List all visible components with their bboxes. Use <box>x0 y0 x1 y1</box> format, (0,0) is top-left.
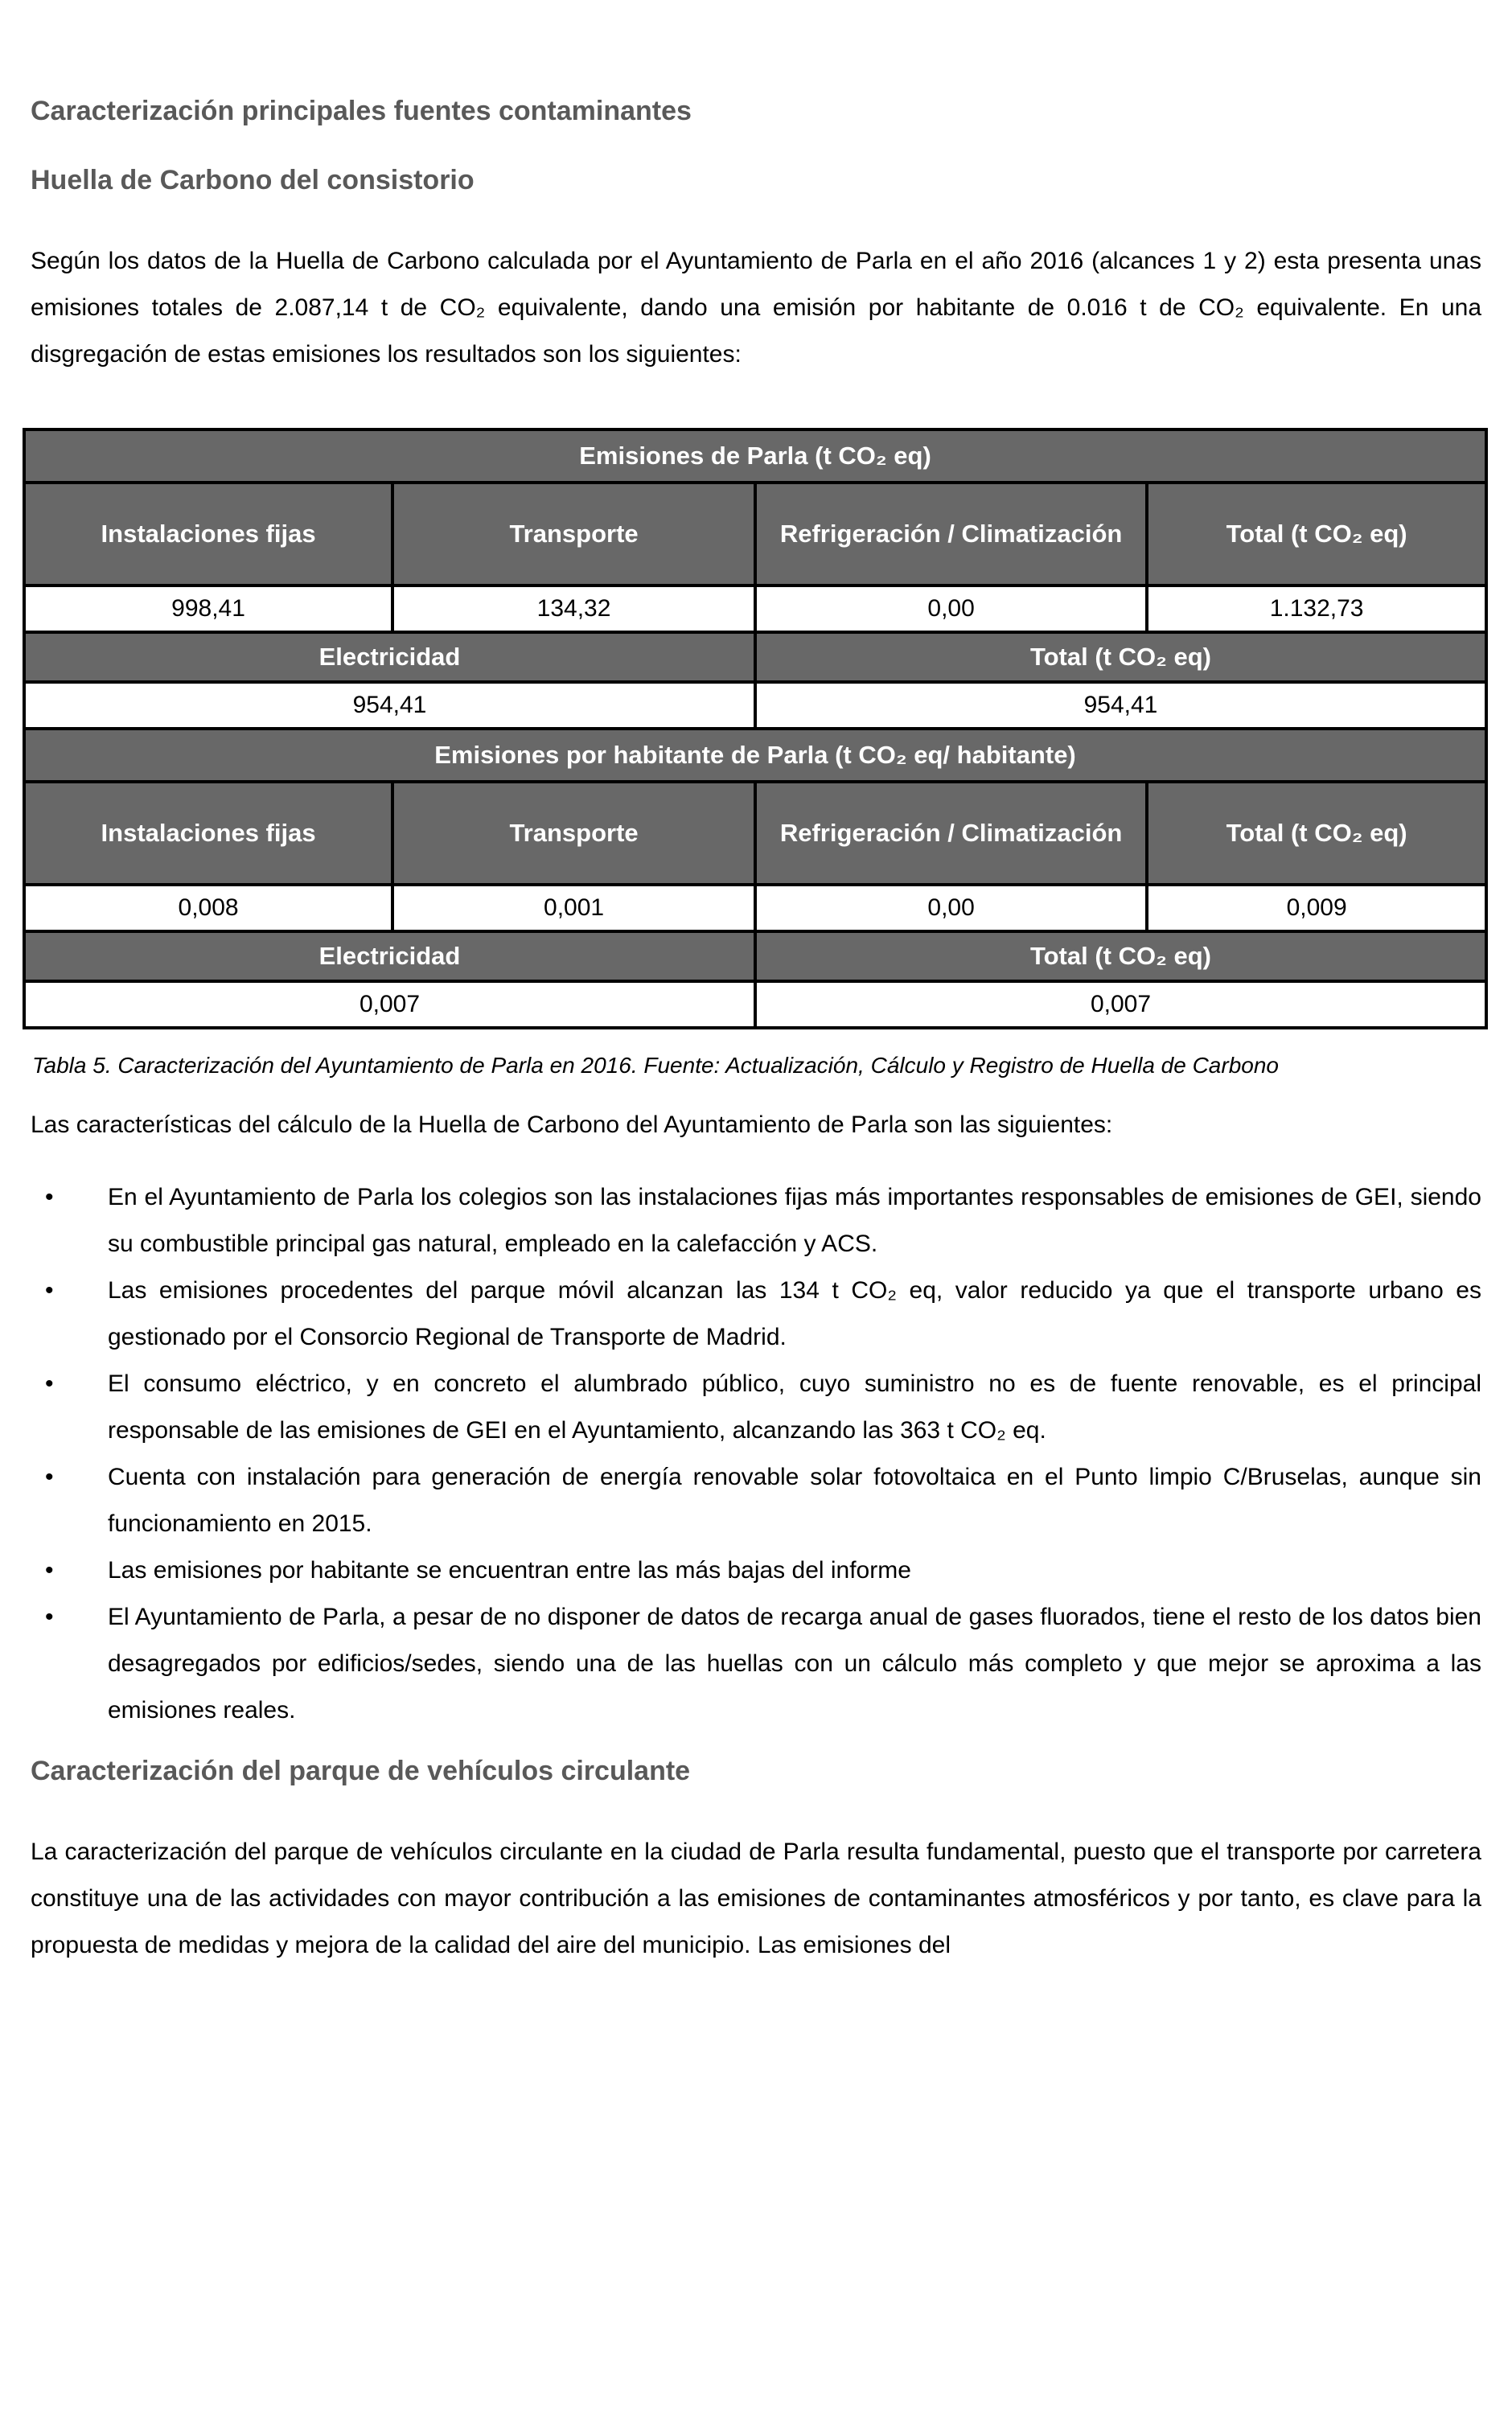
list-item <box>31 1268 1481 1361</box>
cell-transport-per-capita: 0,001 <box>392 885 755 931</box>
table-title-emissions: Emisiones de Parla (t CO₂ eq) <box>24 429 1486 483</box>
list-item-text: Las emisiones procedentes del parque móvil alcanzan las 134 t CO₂ eq, valor reducido ya que el transporte urbano es gestionado por el Consorcio Regional de Transporte de Madrid. <box>108 1277 1481 1350</box>
list-item-text: Las emisiones por habitante se encuentran entre las más bajas del informe <box>108 1557 911 1584</box>
table-row <box>24 885 1486 931</box>
emissions-table-container <box>23 428 1488 1029</box>
col-header-transport: Transporte <box>392 782 755 885</box>
heading-carbon-footprint: Huella de Carbono del consistorio <box>31 165 475 195</box>
cell-electricity-value-per-capita: 0,007 <box>24 981 755 1028</box>
col-header-fixed-installations: Instalaciones fijas <box>24 483 392 586</box>
list-item <box>31 1547 1481 1594</box>
cell-transport-total: 134,32 <box>392 586 755 632</box>
list-item <box>31 1594 1481 1734</box>
table-row <box>24 981 1486 1028</box>
list-item <box>31 1361 1481 1454</box>
cell-electricity-total-value-per-capita: 0,007 <box>755 981 1486 1028</box>
cell-electricity-total-value: 954,41 <box>755 682 1486 729</box>
col-header-refrigeration: Refrigeración / Climatización <box>755 483 1147 586</box>
intro-paragraph: Según los datos de la Huella de Carbono calculada por el Ayuntamiento de Parla en el año 2016 (alcances 1 y 2) esta presenta unas emisiones totales de 2.087,14 t de CO₂ equivalente, dando una emisión por habitante de 0.016 t de CO₂ equivalente. En una disgregación de estas emisiones los resultados son los siguientes: <box>31 248 1481 368</box>
heading-main-pollutant-sources: Caracterización principales fuentes contaminantes <box>31 96 692 126</box>
col-header-transport: Transporte <box>392 483 755 586</box>
characteristics-intro-paragraph: Las características del cálculo de la Huella de Carbono del Ayuntamiento de Parla son las siguientes: <box>31 1111 1113 1138</box>
col-header-total: Total (t CO₂ eq) <box>1147 483 1486 586</box>
list-item-text: Cuenta con instalación para generación de energía renovable solar fotovoltaica en el Punto limpio C/Bruselas, aunque sin funcionamiento en 2015. <box>108 1464 1481 1537</box>
characteristics-bullet-list <box>31 1174 1481 1734</box>
list-item-text: El consumo eléctrico, y en concreto el alumbrado público, cuyo suministro no es de fuente renovable, es el principal responsable de las emisiones de GEI en el Ayuntamiento, alcanzando las 363 t CO₂ eq. <box>108 1370 1481 1444</box>
vehicles-paragraph: La caracterización del parque de vehículos circulante en la ciudad de Parla resulta fundamental, puesto que el transporte por carretera constituye una de las actividades con mayor contribución a las emisiones de contaminantes atmosféricos y por tanto, es clave para la propuesta de medidas y mejora de la calidad del aire del municipio. Las emisiones del <box>31 1839 1481 1958</box>
bullet-icon: • <box>45 1184 54 1210</box>
col-header-total: Total (t CO₂ eq) <box>1147 782 1486 885</box>
table-row <box>24 632 1486 682</box>
list-item <box>31 1174 1481 1268</box>
list-item <box>31 1454 1481 1547</box>
cell-fixed-installations-per-capita: 0,008 <box>24 885 392 931</box>
table-title-per-capita: Emisiones por habitante de Parla (t CO₂ eq/ habitante) <box>24 729 1486 782</box>
bullet-icon: • <box>45 1557 54 1584</box>
bullet-icon: • <box>45 1370 54 1397</box>
cell-fixed-installations-total: 998,41 <box>24 586 392 632</box>
cell-total-total: 1.132,73 <box>1147 586 1486 632</box>
table-row <box>24 782 1486 885</box>
cell-refrigeration-per-capita: 0,00 <box>755 885 1147 931</box>
bullet-icon: • <box>45 1277 54 1304</box>
list-item-text: En el Ayuntamiento de Parla los colegios son las instalaciones fijas más importantes responsables de emisiones de GEI, siendo su combustible principal gas natural, empleado en la calefacción y ACS. <box>108 1184 1481 1257</box>
subheader-electricity: Electricidad <box>24 931 755 981</box>
subheader-electricity-total: Total (t CO₂ eq) <box>755 931 1486 981</box>
table-row <box>24 729 1486 782</box>
cell-electricity-value: 954,41 <box>24 682 755 729</box>
emissions-table <box>23 428 1488 1029</box>
subheader-electricity: Electricidad <box>24 632 755 682</box>
cell-total-per-capita: 0,009 <box>1147 885 1486 931</box>
table-row <box>24 682 1486 729</box>
table-row <box>24 483 1486 586</box>
col-header-fixed-installations: Instalaciones fijas <box>24 782 392 885</box>
bullet-icon: • <box>45 1604 54 1630</box>
subheader-electricity-total: Total (t CO₂ eq) <box>755 632 1486 682</box>
heading-vehicle-fleet: Caracterización del parque de vehículos circulante <box>31 1756 691 1786</box>
cell-refrigeration-total: 0,00 <box>755 586 1147 632</box>
table-row <box>24 586 1486 632</box>
table-caption: Tabla 5. Caracterización del Ayuntamiento de Parla en 2016. Fuente: Actualización, Cálculo y Registro de Huella de Carbono <box>32 1053 1279 1078</box>
bullet-icon: • <box>45 1464 54 1490</box>
list-item-text: El Ayuntamiento de Parla, a pesar de no disponer de datos de recarga anual de gases fluorados, tiene el resto de los datos bien desagregados por edificios/sedes, siendo una de las huellas con un cálculo más completo y que mejor se aproxima a las emisiones reales. <box>108 1604 1481 1724</box>
col-header-refrigeration: Refrigeración / Climatización <box>755 782 1147 885</box>
table-row <box>24 429 1486 483</box>
table-row <box>24 931 1486 981</box>
